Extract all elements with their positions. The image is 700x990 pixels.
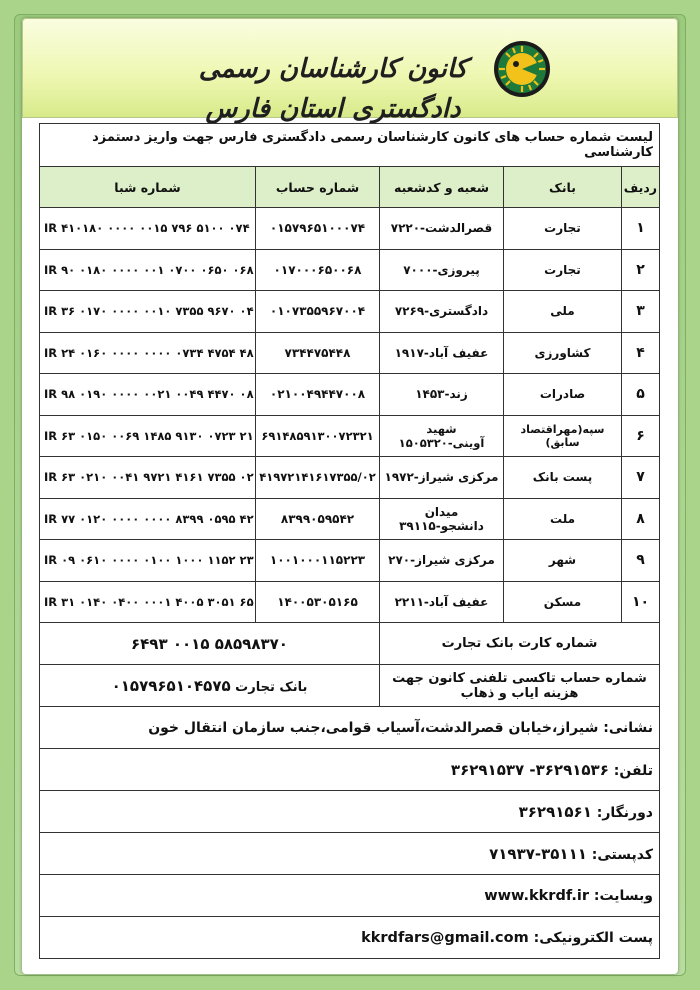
branch-code: دادگستری-۷۲۶۹: [380, 291, 504, 333]
table-row: [39, 581, 659, 623]
row-number: ۵: [622, 374, 660, 416]
account-number: ۴۱۹۷۲۱۴۱۶۱۷۳۵۵/۰۲: [256, 457, 380, 499]
bank-name: تجارت: [504, 249, 622, 291]
bank-name: صادرات: [504, 374, 622, 416]
phone-row: [39, 749, 659, 791]
bank-name: کشاورزی: [504, 332, 622, 374]
account-number: ۰۲۱۰۰۴۹۴۴۷۰۰۸: [256, 374, 380, 416]
bank-name: مسکن: [504, 581, 622, 623]
fax-label: دورنگار:: [596, 804, 653, 821]
table-header-row: [39, 167, 659, 208]
bank-name: سپه(مهراقتصاد سابق): [504, 415, 622, 457]
taxi-row: [39, 665, 659, 707]
row-number: ۷: [622, 457, 660, 499]
table-row: [39, 291, 659, 333]
fax-row: [39, 791, 659, 833]
column-header-sheba: شماره شبا: [39, 167, 255, 208]
sheba-number: IR ۶۳ ۰۲۱۰ ۰۰۴۱ ۹۷۲۱ ۴۱۶۱ ۷۳۵۵ ۰۲: [39, 457, 255, 499]
fax-cell: [39, 791, 659, 833]
phone-label: تلفن:: [613, 762, 653, 779]
postal-label: کدپستی:: [591, 846, 653, 863]
sheba-number: IR ۴۱۰۱۸۰ ۰۰۰۰ ۰۰۱۵ ۷۹۶ ۵۱۰۰ ۰۷۴: [39, 208, 255, 250]
sheba-number: IR ۳۱ ۰۱۴۰ ۰۴۰۰ ۰۰۰۱ ۴۰۰۵ ۳۰۵۱ ۶۵: [39, 581, 255, 623]
account-number: ۶۹۱۴۸۵۹۱۳۰۰۷۲۳۲۱: [256, 415, 380, 457]
header-banner: [22, 18, 678, 124]
sheba-number: IR ۶۳ ۰۱۵۰ ۰۰۶۹ ۱۴۸۵ ۹۱۳۰ ۰۷۲۳ ۲۱: [39, 415, 255, 457]
sheba-number: IR ۲۴ ۰۱۶۰ ۰۰۰۰ ۰۰۰۰ ۰۷۳۴ ۴۷۵۴ ۴۸: [39, 332, 255, 374]
table-row: [39, 415, 659, 457]
table-caption: لیست شماره حساب های کانون کارشناسان رسمی دادگستری فارس جهت واریز دستمزد کارشناسی: [39, 124, 659, 167]
taxi-account-number: ۰۱۵۷۹۶۵۱۰۴۵۷۵: [111, 676, 231, 695]
email-label: پست الکترونیکی:: [533, 929, 653, 946]
row-number: ۶: [622, 415, 660, 457]
table-row: [39, 208, 659, 250]
document-sheet: [22, 18, 678, 974]
table-row: [39, 249, 659, 291]
column-header-account: شماره حساب: [256, 167, 380, 208]
table-row: [39, 540, 659, 582]
sheba-number: IR ۳۶ ۰۱۷۰ ۰۰۰۰ ۰۰۱۰ ۷۳۵۵ ۹۶۷۰ ۰۴: [39, 291, 255, 333]
account-number: ۰۱۰۷۳۵۵۹۶۷۰۰۴: [256, 291, 380, 333]
branch-code: قصرالدشت-۷۲۲۰: [380, 208, 504, 250]
row-number: ۹: [622, 540, 660, 582]
email-row: [39, 917, 659, 959]
bank-name: ملت: [504, 498, 622, 540]
branch-code: عفیف آباد-۱۹۱۷: [380, 332, 504, 374]
account-number: ۷۳۴۴۷۵۴۴۸: [256, 332, 380, 374]
address-row: [39, 707, 659, 749]
table-row: [39, 332, 659, 374]
taxi-bank: بانک تجارت: [235, 679, 308, 695]
branch-code: عفیف آباد-۲۲۱۱: [380, 581, 504, 623]
sheba-number: IR ۹۸ ۰۱۹۰ ۰۰۰۰ ۰۰۲۱ ۰۰۴۹ ۴۴۷۰ ۰۸: [39, 374, 255, 416]
address-value: شیراز،خیابان قصرالدشت،آسیاب قوامی،جنب سازمان انتقال خون: [148, 719, 599, 736]
table-row: [39, 457, 659, 499]
phone-value: ۳۶۲۹۱۵۳۶- ۳۶۲۹۱۵۳۷: [450, 760, 609, 779]
accounts-table: [39, 123, 660, 959]
sheba-number: IR ۹۰ ۰۱۸۰ ۰۰۰۰ ۰۰۱ ۰۷۰۰ ۰۶۵۰ ۰۶۸: [39, 249, 255, 291]
fax-value: ۳۶۲۹۱۵۶۱: [518, 802, 592, 821]
sheba-number: IR ۷۷ ۰۱۲۰ ۰۰۰۰ ۰۰۰۰ ۸۳۹۹ ۰۵۹۵ ۴۲: [39, 498, 255, 540]
row-number: ۴: [622, 332, 660, 374]
table-row: [39, 374, 659, 416]
card-label: شماره کارت بانک تجارت: [380, 623, 660, 665]
email-link[interactable]: kkrdfars@gmail.com: [361, 929, 529, 946]
card-number-cell: [39, 623, 379, 665]
account-number: ۰۱۷۰۰۰۶۵۰۰۶۸: [256, 249, 380, 291]
branch-code: زند-۱۴۵۳: [380, 374, 504, 416]
row-number: ۸: [622, 498, 660, 540]
column-header-branch: شعبه و کدشعبه: [380, 167, 504, 208]
row-number: ۲: [622, 249, 660, 291]
account-number: ۰۱۵۷۹۶۵۱۰۰۰۷۴: [256, 208, 380, 250]
branch-code: شهید آوینی-۱۵۰۵۳۲۰: [380, 415, 504, 457]
branch-code: مرکزی شیراز-۲۷۰: [380, 540, 504, 582]
address-label: نشانی:: [603, 719, 653, 736]
taxi-account-cell: [39, 665, 379, 707]
bank-name: ملی: [504, 291, 622, 333]
organization-title: کانون کارشناسان رسمی دادگستری استان فارس: [198, 54, 468, 124]
bank-name: شهر: [504, 540, 622, 582]
taxi-label: شماره حساب تاکسی تلفنی کانون جهت هزینه ایاب و ذهاب: [380, 665, 660, 707]
website-row: [39, 875, 659, 917]
card-row: [39, 623, 659, 665]
postal-cell: [39, 833, 659, 875]
row-number: ۳: [622, 291, 660, 333]
account-number: ۱۰۰۱۰۰۰۱۱۵۲۲۳: [256, 540, 380, 582]
website-link[interactable]: www.kkrdf.ir: [484, 887, 589, 904]
address-cell: [39, 707, 659, 749]
account-number: ۸۳۹۹۰۵۹۵۴۲: [256, 498, 380, 540]
column-header-bank: بانک: [504, 167, 622, 208]
accounts-document: [40, 123, 660, 959]
table-row: [39, 498, 659, 540]
website-cell: [39, 875, 659, 917]
email-cell: [39, 917, 659, 959]
postal-value: ۳۵۱۱۱-۷۱۹۳۷: [489, 844, 587, 863]
sheba-number: IR ۰۹ ۰۶۱۰ ۰۰۰۰ ۰۱۰۰ ۱۰۰۰ ۱۱۵۲ ۲۳: [39, 540, 255, 582]
bank-name: پست بانک: [504, 457, 622, 499]
branch-code: میدان دانشجو-۳۹۱۱۵: [380, 498, 504, 540]
row-number: ۱۰: [622, 581, 660, 623]
website-label: وبسایت:: [593, 887, 653, 904]
phone-cell: [39, 749, 659, 791]
card-number: ۵۸۵۹۸۳۷۰ ۰۰۱۵ ۶۴۹۳: [131, 634, 288, 653]
branch-code: پیروزی-۷۰۰۰: [380, 249, 504, 291]
column-header-row: ردیف: [622, 167, 660, 208]
row-number: ۱: [622, 208, 660, 250]
bank-name: تجارت: [504, 208, 622, 250]
account-number: ۱۴۰۰۵۳۰۵۱۶۵: [256, 581, 380, 623]
postal-row: [39, 833, 659, 875]
branch-code: مرکزی شیراز-۱۹۷۲: [380, 457, 504, 499]
